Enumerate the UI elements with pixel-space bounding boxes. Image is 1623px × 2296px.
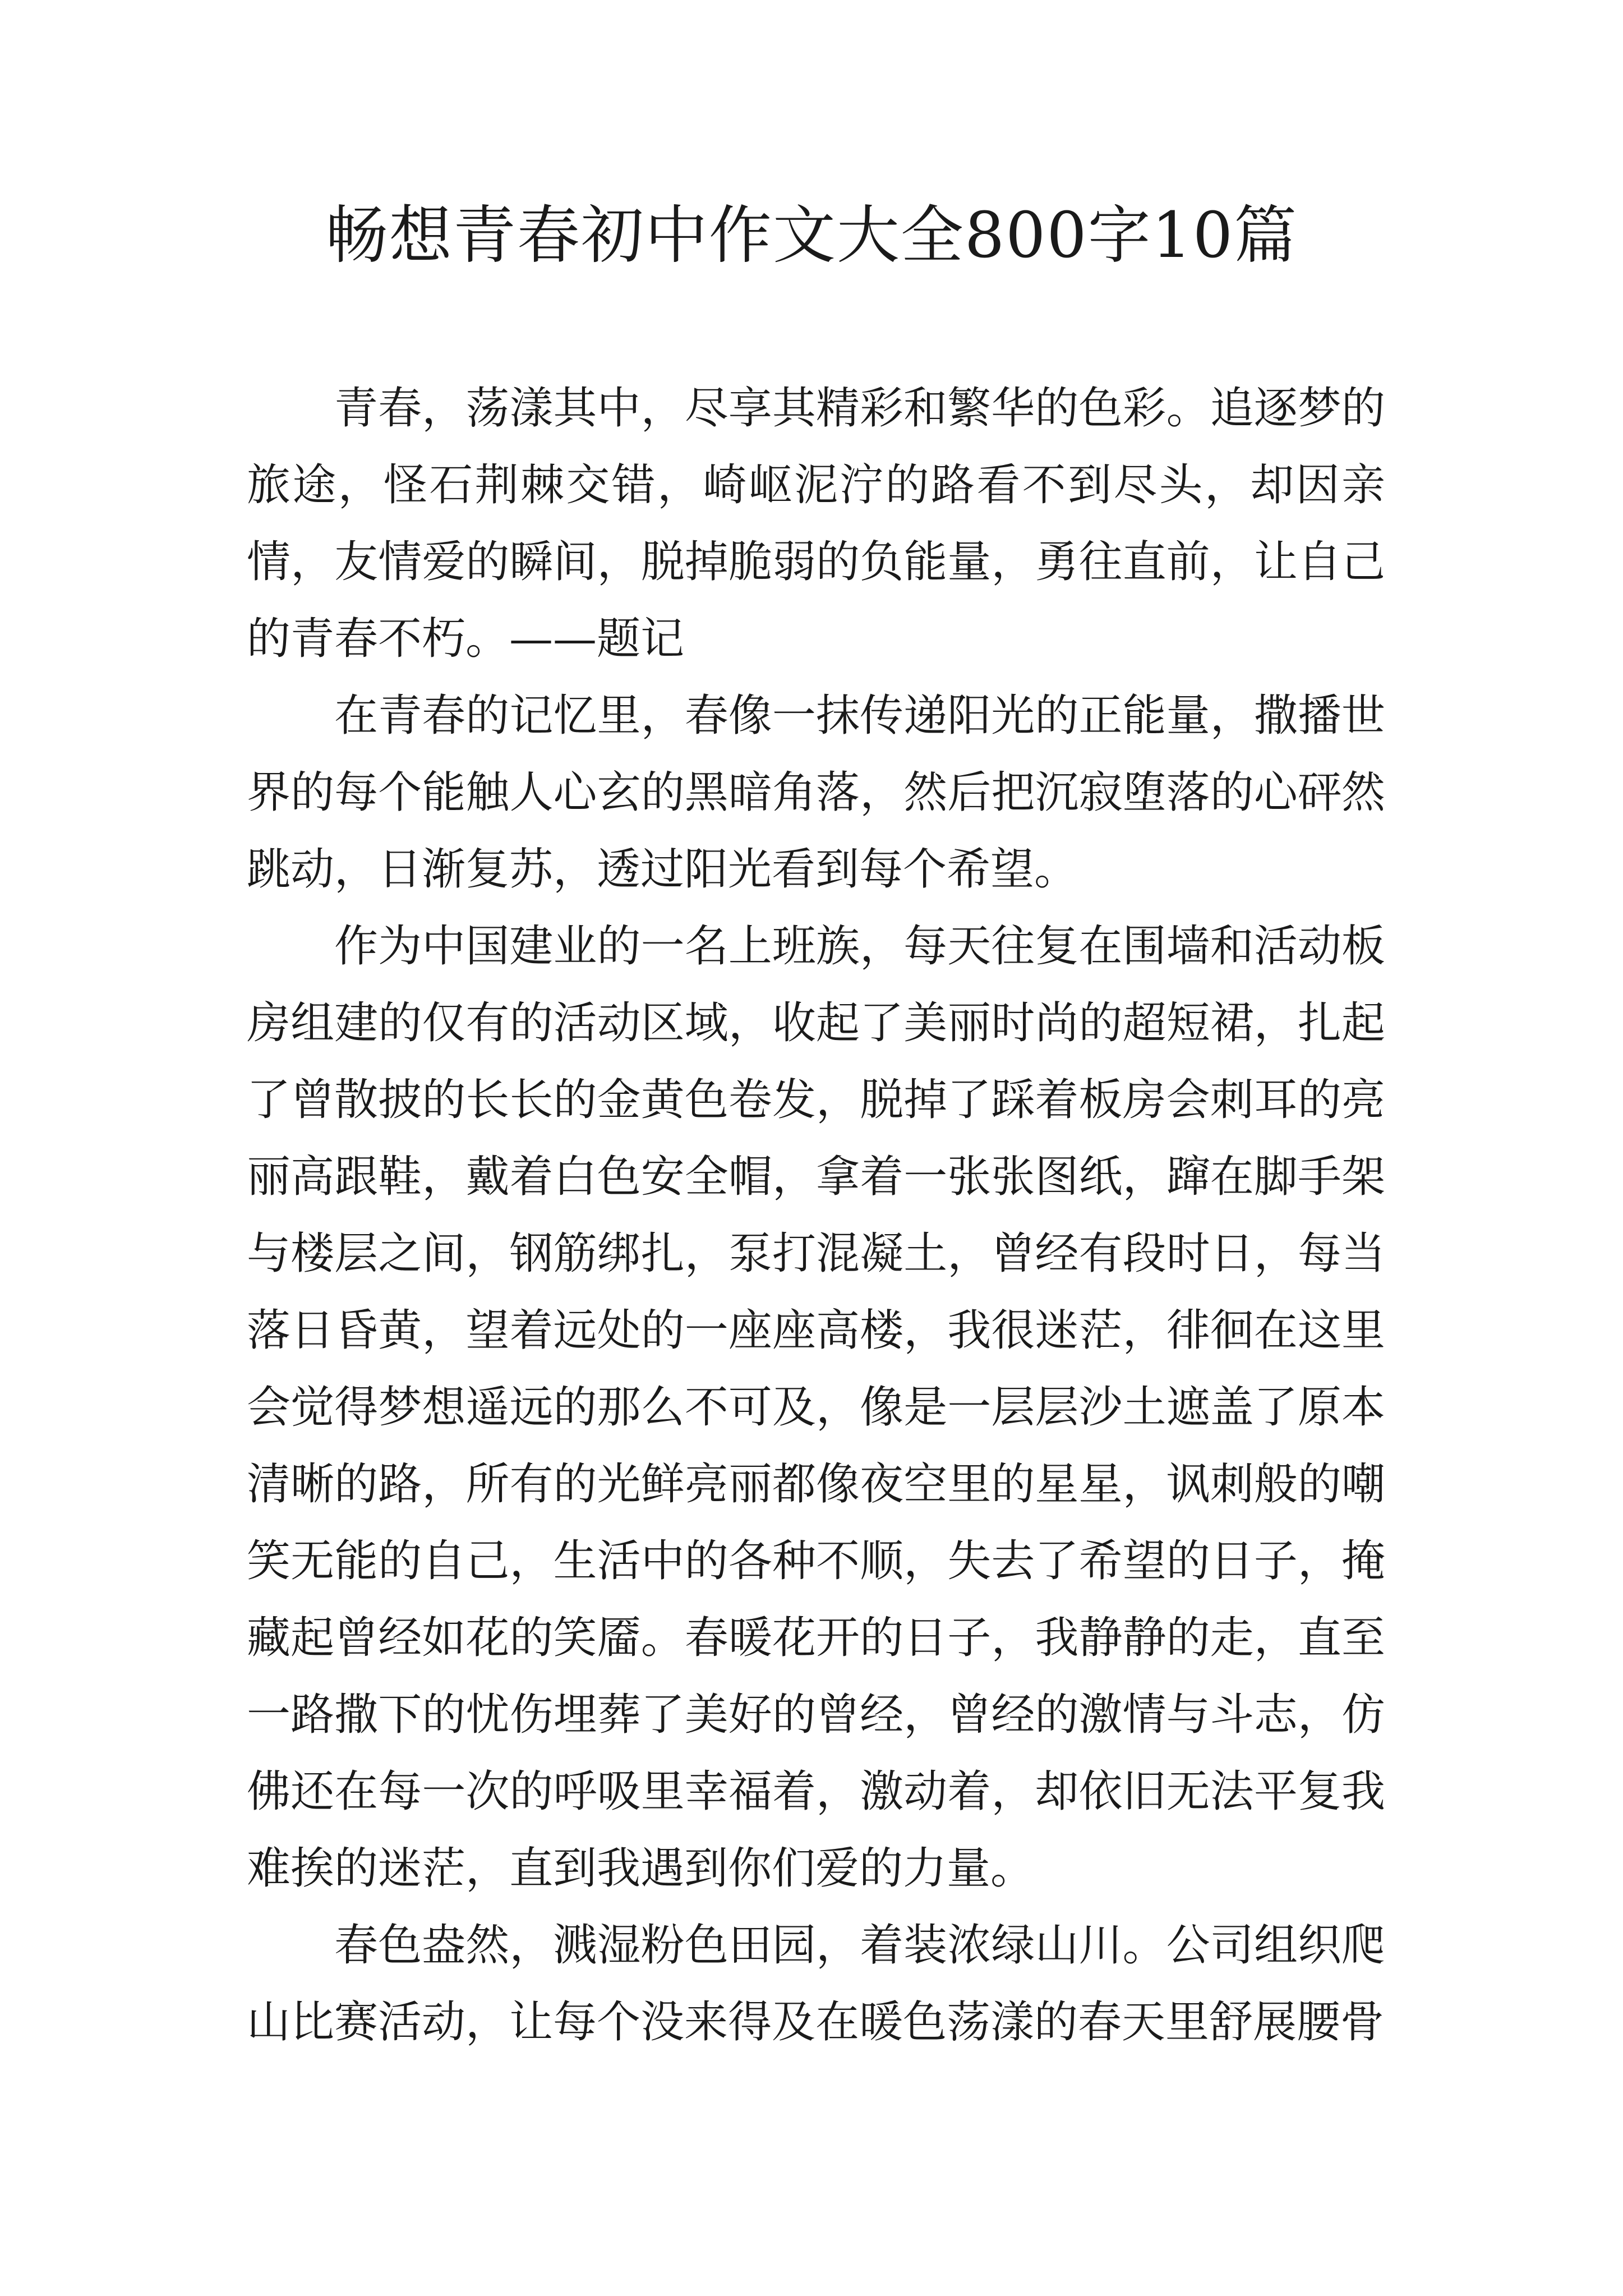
paragraph-4: 春色盎然，溅湿粉色田园，着装浓绿山川。公司组织爬山比赛活动，让每个没来得及在暖色荡漾的春天里舒展腰骨: [247, 1920, 1385, 2047]
document-title: 畅想青春初中作文大全800字10篇: [325, 199, 1298, 272]
paragraph-epigraph: 青春，荡漾其中，尽享其精彩和繁华的色彩。追逐梦的旅途，怪石荆棘交错，崎岖泥泞的路看不到尽头，却因亲情，友情爱的瞬间，脱掉脆弱的负能量，勇往直前，让自己的青春不朽。——题记: [247, 383, 1385, 664]
paragraph-3: 作为中国建业的一名上班族，每天往复在围墙和活动板房组建的仅有的活动区域，收起了美丽时尚的超短裙，扎起了曾散披的长长的金黄色卷发，脱掉了踩着板房会刺耳的亮丽高跟鞋，戴着白色安全帽，拿着一张张图纸，蹿在脚手架与楼层之间，钢筋绑扎，泵打混凝土，曾经有段时日，每当落日昏黄，望着远处的一座座高楼，我很迷茫，徘徊在这里会觉得梦想遥远的那么不可及，像是一层层沙土遮盖了原本清晰的路，所有的光鲜亮丽都像夜空里的星星，讽刺般的嘲笑无能的自己，生活中的各种不顺，失去了希望的日子，掩藏起曾经如花的笑靥。春暖花开的日子，我静静的走，直至一路撒下的忧伤埋葬了美好的曾经，曾经的激情与斗志，仿佛还在每一次的呼吸里幸福着，激动着，却依旧无法平复我难挨的迷茫，直到我遇到你们爱的力量。: [247, 921, 1385, 1894]
document-body: [247, 370, 1385, 2061]
paragraph-2: 在青春的记忆里，春像一抹传递阳光的正能量，撒播世界的每个能触人心玄的黑暗角落，然后把沉寂堕落的心砰然跳动，日渐复苏，透过阳光看到每个希望。: [247, 691, 1385, 895]
